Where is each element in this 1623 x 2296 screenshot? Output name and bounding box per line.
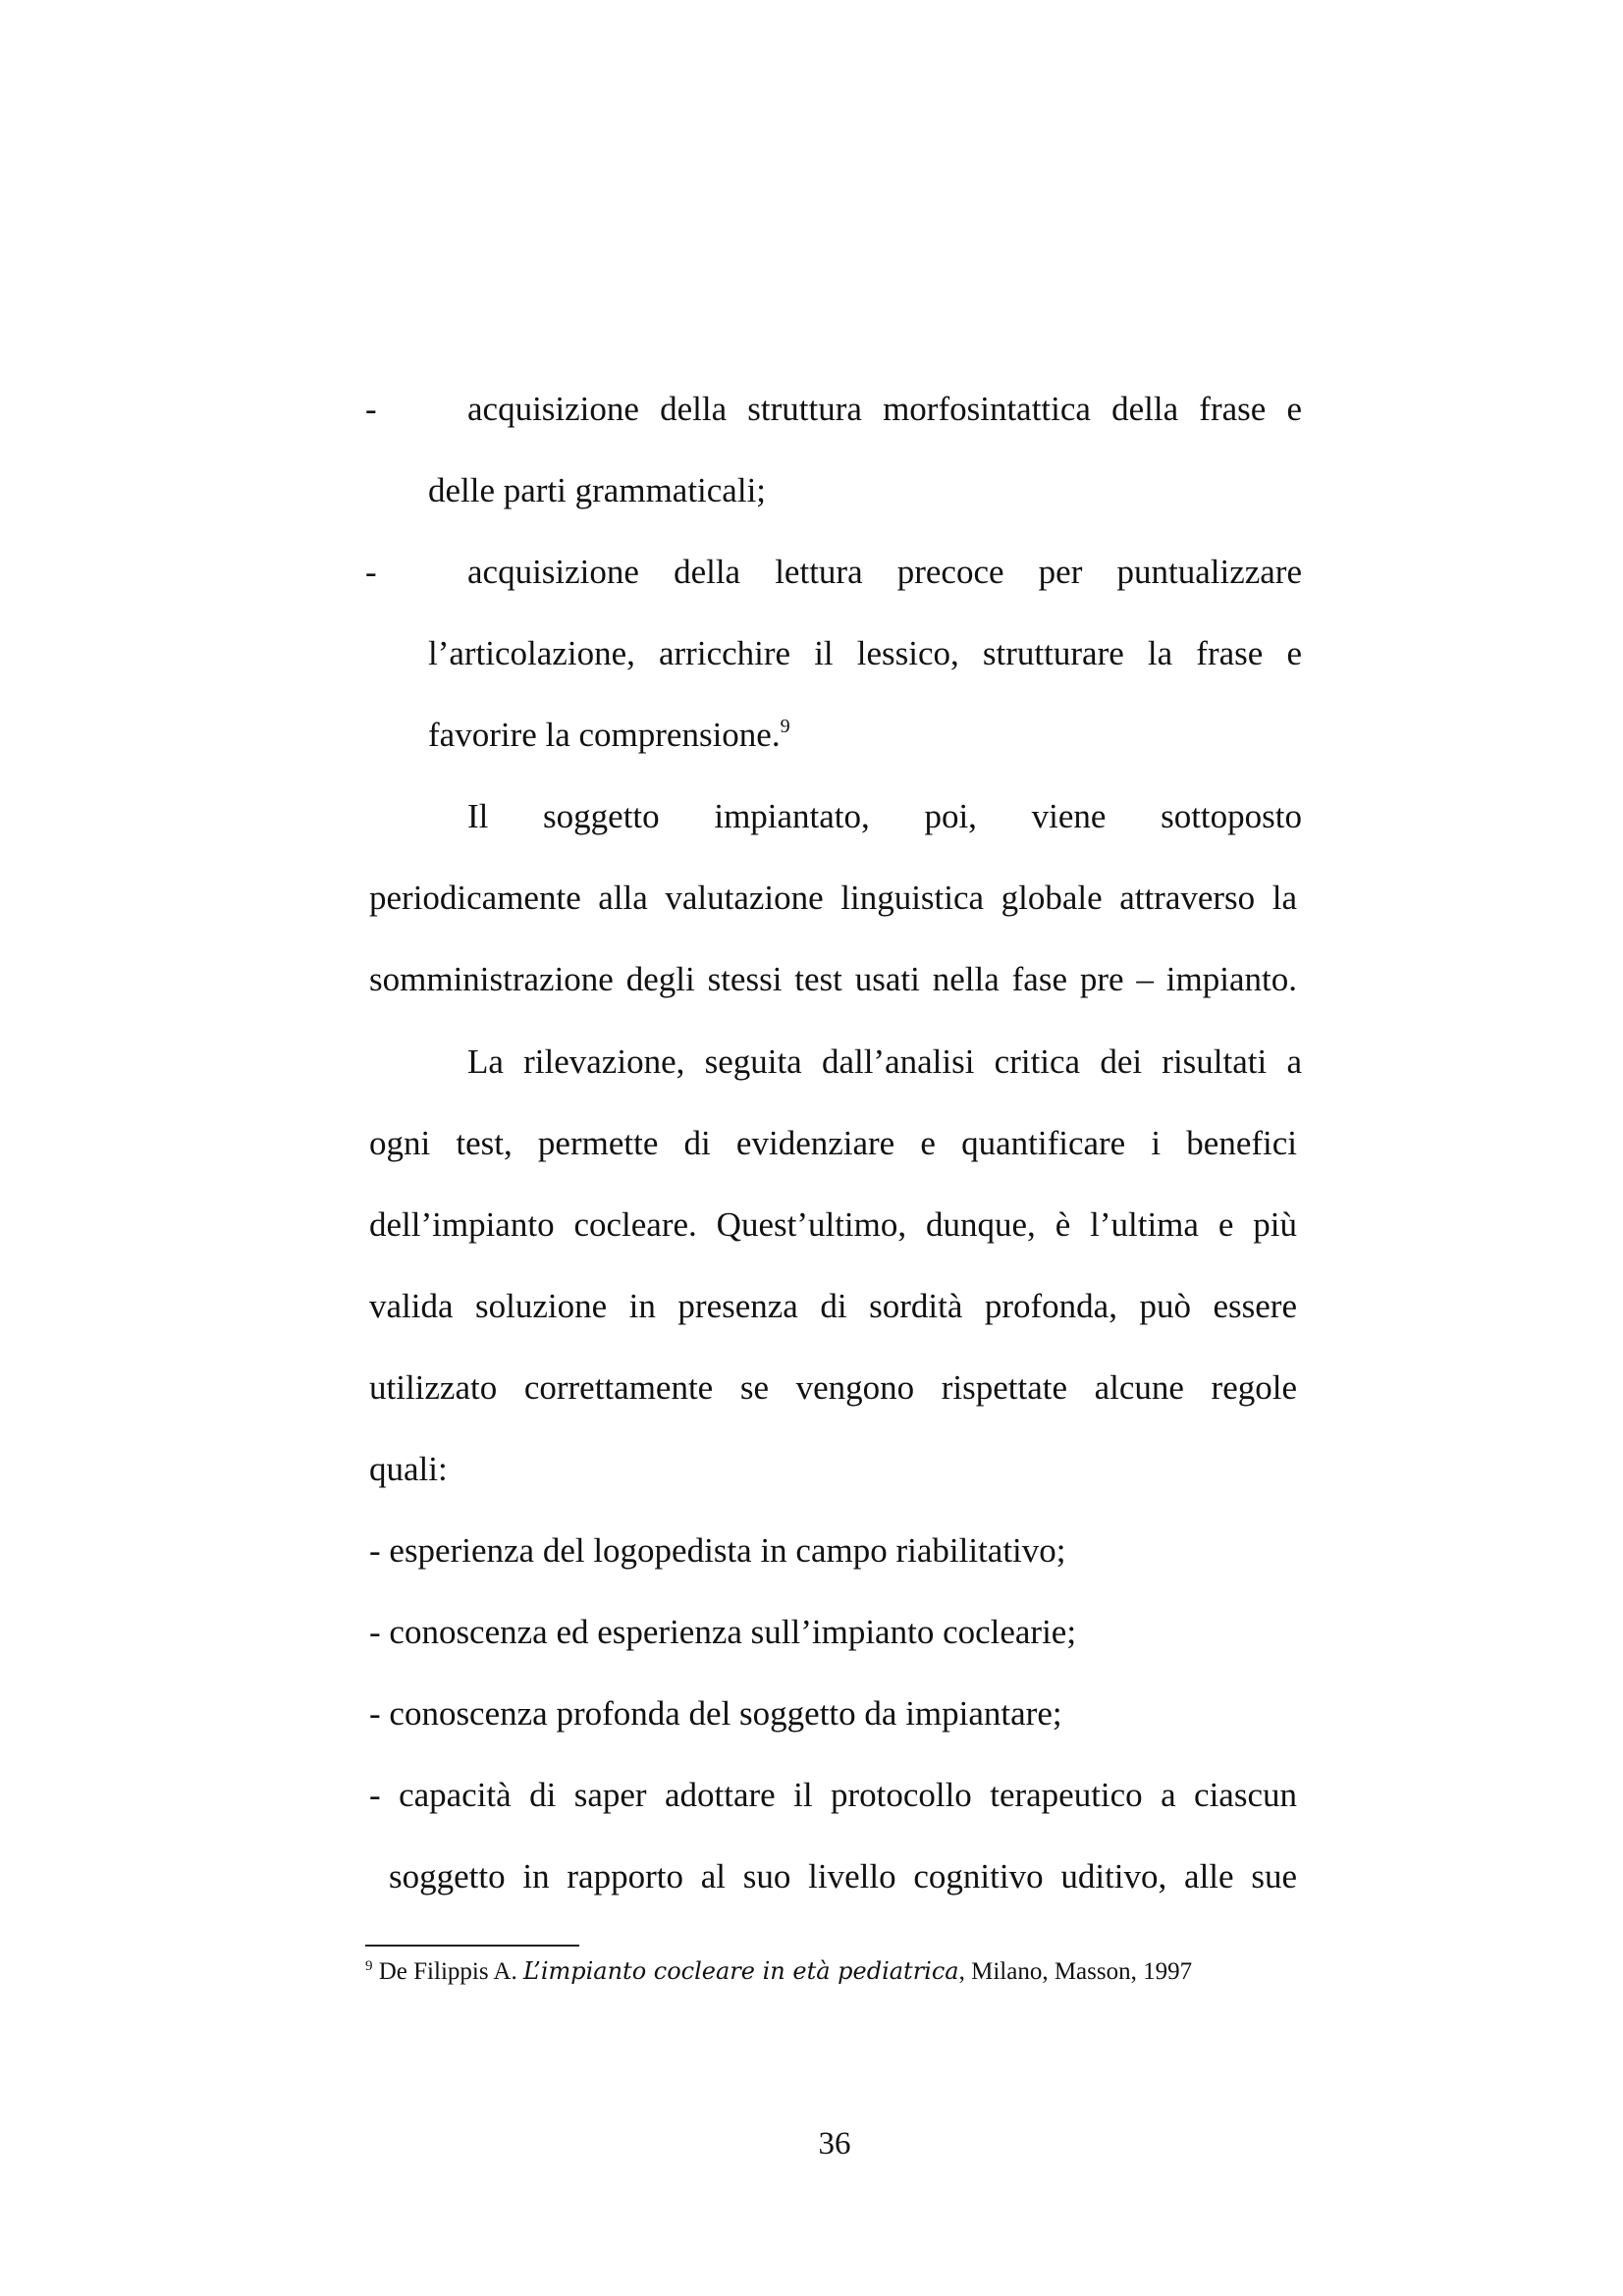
footnote	[365, 1956, 1192, 1987]
list-item-line: l’articolazione, arricchire il lessico, strutturare la frase e	[428, 634, 1302, 672]
footnote-reference: 9	[780, 716, 790, 737]
list-item-continuation: soggetto in rapporto al suo livello cognitivo uditivo, alle sue	[389, 1857, 1297, 1896]
paragraph-line: somministrazione degli stessi test usati nella fase pre – impianto.	[369, 960, 1297, 998]
footnote-separator	[365, 1945, 579, 1947]
paragraph-line: Il soggetto impiantato, poi, viene sottoposto	[467, 797, 1302, 835]
footnote-publisher: , Milano, Masson, 1997	[958, 1958, 1193, 1985]
list-item-text: favorire la comprensione.	[428, 716, 781, 754]
paragraph-line: valida soluzione in presenza di sordità profonda, può essere	[369, 1287, 1297, 1325]
list-item: - esperienza del logopedista in campo riabilitativo;	[369, 1531, 1066, 1570]
list-dash: -	[365, 553, 377, 591]
list-item: - capacità di saper adottare il protocollo terapeutico a ciascun	[369, 1776, 1297, 1814]
page-number: 36	[818, 2126, 851, 2162]
list-item-line: acquisizione della lettura precoce per puntualizzare	[467, 553, 1302, 591]
list-item: - conoscenza profonda del soggetto da impiantare;	[369, 1694, 1062, 1733]
paragraph-line: ogni test, permette di evidenziare e quantificare i benefici	[369, 1124, 1297, 1162]
paragraph-line: dell’impianto cocleare. Quest’ultimo, dunque, è l’ultima e più	[369, 1205, 1297, 1244]
footnote-number: 9	[365, 1958, 373, 1974]
paragraph-line: periodicamente alla valutazione linguistica globale attraverso la	[369, 879, 1297, 917]
list-item: - conoscenza ed esperienza sull’impianto coclearie;	[369, 1613, 1077, 1651]
paragraph-line: utilizzato correttamente se vengono rispettate alcune regole	[369, 1368, 1297, 1407]
list-dash: -	[365, 390, 377, 428]
list-item-line: delle parti grammaticali;	[428, 471, 767, 509]
footnote-title: L’impianto cocleare in età pediatrica	[523, 1957, 959, 1985]
paragraph-line: La rilevazione, seguita dall’analisi critica dei risultati a	[467, 1042, 1302, 1081]
footnote-author: De Filippis A.	[378, 1958, 517, 1985]
paragraph-line: quali:	[369, 1450, 448, 1488]
list-item-line: acquisizione della struttura morfosintattica della frase e	[467, 390, 1302, 428]
list-item-line	[428, 716, 790, 755]
